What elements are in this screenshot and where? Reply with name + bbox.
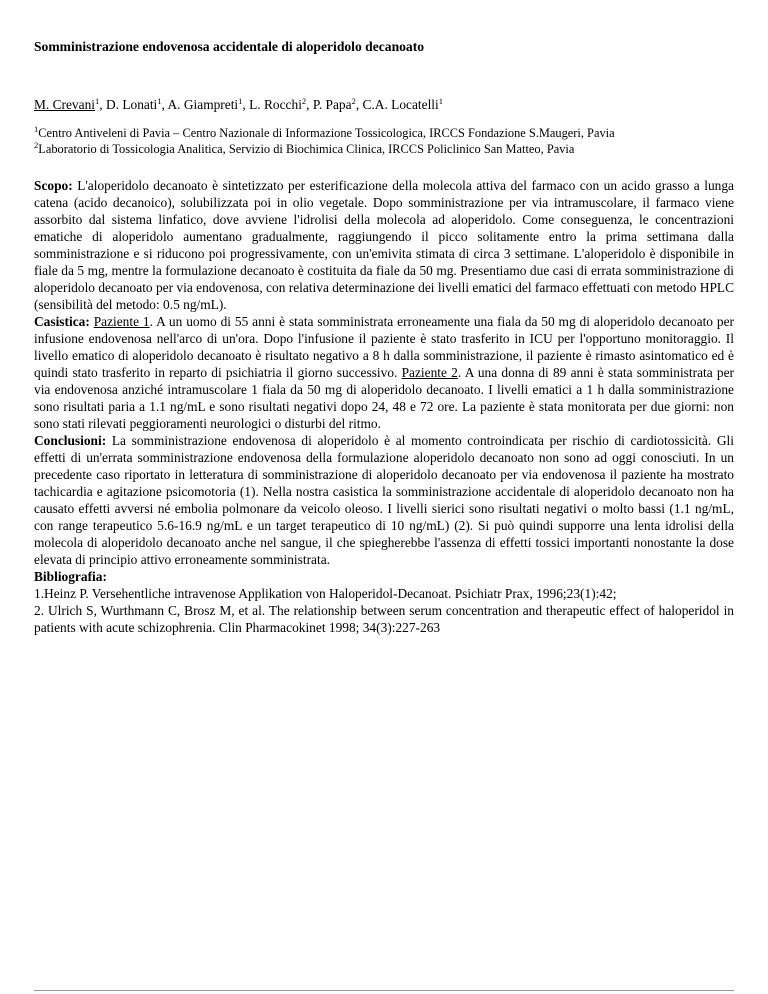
casistica-paragraph — [34, 313, 734, 432]
scopo-heading: Scopo: — [34, 178, 73, 193]
author-affiliation-mark: 1 — [438, 96, 443, 106]
casistica-heading: Casistica: — [34, 314, 90, 329]
author-name: A. Giampreti — [167, 97, 239, 112]
patient-1-text: . A un uomo di 55 anni è stata somministrata erroneamente una fiala da 50 mg di aloperidolo decanoato per infusione endovenosa nell'arco di un'ora. Dopo l'infusione il paziente è stato trasferito in ICU per l'opportuno monitoraggio. Il livello ematico di aloperidolo decanoato è risultato negativo a 8 h dalla somministrazione, il paziente è rimasto asintomatico ed è quindi stato trasferito in reparto di psichiatria il giorno successivo. — [34, 314, 734, 380]
author-name: D. Lonati — [105, 97, 158, 112]
abstract-body — [34, 177, 734, 636]
conclusioni-text: La somministrazione endovenosa di aloperidolo è al momento controindicata per rischio di cardiotossicità. Gli effetti di un'errata somministrazione endovenosa della formulazione aloperidolo decanoato non sono ad oggi conosciuti. In un precedente caso riportato in letteratura di somministrazione di aloperidolo decanoato per via endovenosa il paziente ha mostrato tachicardia e agitazione psicomotoria (1). Nella nostra casistica la somministrazione accidentale di aloperidolo decanoato non ha causato effetti avversi né embolia polmonare da veicolo oleoso. I livelli sierici sono risultati negativi o molto bassi (1.1 ng/mL, con range terapeutico 5.6-16.9 ng/mL e un target terapeutico di 10 ng/mL) (2). Si può quindi supporre una lenta idrolisi della molecola di aloperidolo decanoato anche nel sangue, il che spiegherebbe l'assenza di effetti tossici importanti nonostante la dose elevata di principio attivo erroneamente somministrata. — [34, 433, 734, 567]
author-separator: , — [306, 97, 313, 112]
author-name: M. Crevani — [34, 97, 95, 112]
author-affiliation-mark: 1 — [157, 96, 162, 106]
patient-2-text: . A una donna di 89 anni è stata somministrata per via endovenosa anziché intramuscolare 1 fiala da 50 mg di aloperidolo decanoato. I livelli ematici a 1 h dalla somministrazione sono risultati paria a 1.1 ng/mL e sono risultati negativi dopo 24, 48 e 72 ore. La paziente è stata monitorata per due giorni: non sono stati rilevati peggioramenti neurologici o disturbi del ritmo. — [34, 365, 734, 431]
document-page — [34, 38, 734, 636]
conclusioni-heading: Conclusioni: — [34, 433, 107, 448]
author-separator: , — [161, 97, 168, 112]
author-list — [34, 96, 734, 113]
bibliografia-heading: Bibliografia: — [34, 569, 107, 584]
reference-item: 1.Heinz P. Versehentliche intravenose Applikation von Haloperidol-Decanoat. Psichiatr Prax, 1996;23(1):42; — [34, 586, 617, 601]
affiliation-item — [34, 139, 734, 158]
author-affiliation-mark: 2 — [301, 96, 307, 106]
scopo-text: L'aloperidolo decanoato è sintetizzato per esterificazione della molecola attiva del farmaco con un acido grasso a lunga catena (acido decanoico), solubilizzata poi in olio vegetale. Dopo somministrazione per via intramuscolare, il farmaco viene assorbito dal sistema linfatico, dove avviene l'idrolisi della molecola ad aloperidolo. Come conseguenza, le concentrazioni ematiche di aloperidolo aumentano gradualmente, raggiungendo il picco solitamente entro la prima settimana dalla somministrazione e si riducono poi progressivamente, con un'emivita stimata di circa 3 settimane. L'aloperidolo è disponibile in fiale da 5 mg, mentre la formulazione decanoato è costituita da fiale da 50 mg. Presentiamo due casi di errata somministrazione di aloperidolo decanoato per via endovenosa, con relativa determinazione dei livelli ematici del farmaco effettuati con metodo HPLC (sensibilità del metodo: 0.5 ng/mL). — [34, 178, 734, 312]
author-name: P. Papa — [312, 97, 352, 112]
affiliation-item — [34, 126, 734, 142]
page-bottom-rule — [34, 990, 734, 991]
affiliation-text: Centro Antiveleni di Pavia – Centro Nazionale di Informazione Tossicologica, IRCCS Fondazione S.Maugeri, Pavia — [38, 126, 615, 140]
affiliation-text: Laboratorio di Tossicologia Analitica, Servizio di Biochimica Clinica, IRCCS Policlinico San Matteo, Pavia — [38, 141, 575, 156]
author-separator: , — [99, 97, 106, 112]
author-name: L. Rocchi — [249, 97, 302, 112]
scopo-paragraph — [34, 177, 734, 313]
affiliation-mark: 1 — [34, 124, 39, 134]
patient-1-label: Paziente 1 — [93, 314, 150, 329]
author-affiliation-mark: 2 — [351, 96, 356, 106]
conclusioni-paragraph — [34, 432, 734, 568]
reference-item: 2. Ulrich S, Wurthmann C, Brosz M, et al. The relationship between serum concentration and therapeutic effect of haloperidol in patients with acute schizophrenia. Clin Pharmacokinet 1998; 34(3):227-263 — [34, 603, 734, 635]
affiliation-list — [34, 126, 734, 157]
author-name: C.A. Locatelli — [362, 97, 439, 112]
author-affiliation-mark: 1 — [238, 96, 243, 106]
document-title: Somministrazione endovenosa accidentale di aloperidolo decanoato — [34, 39, 425, 54]
affiliation-mark: 2 — [34, 139, 39, 150]
patient-2-label: Paziente 2 — [401, 365, 458, 380]
author-separator: , — [355, 97, 363, 112]
author-affiliation-mark: 1 — [95, 96, 100, 106]
author-separator: , — [242, 97, 250, 112]
